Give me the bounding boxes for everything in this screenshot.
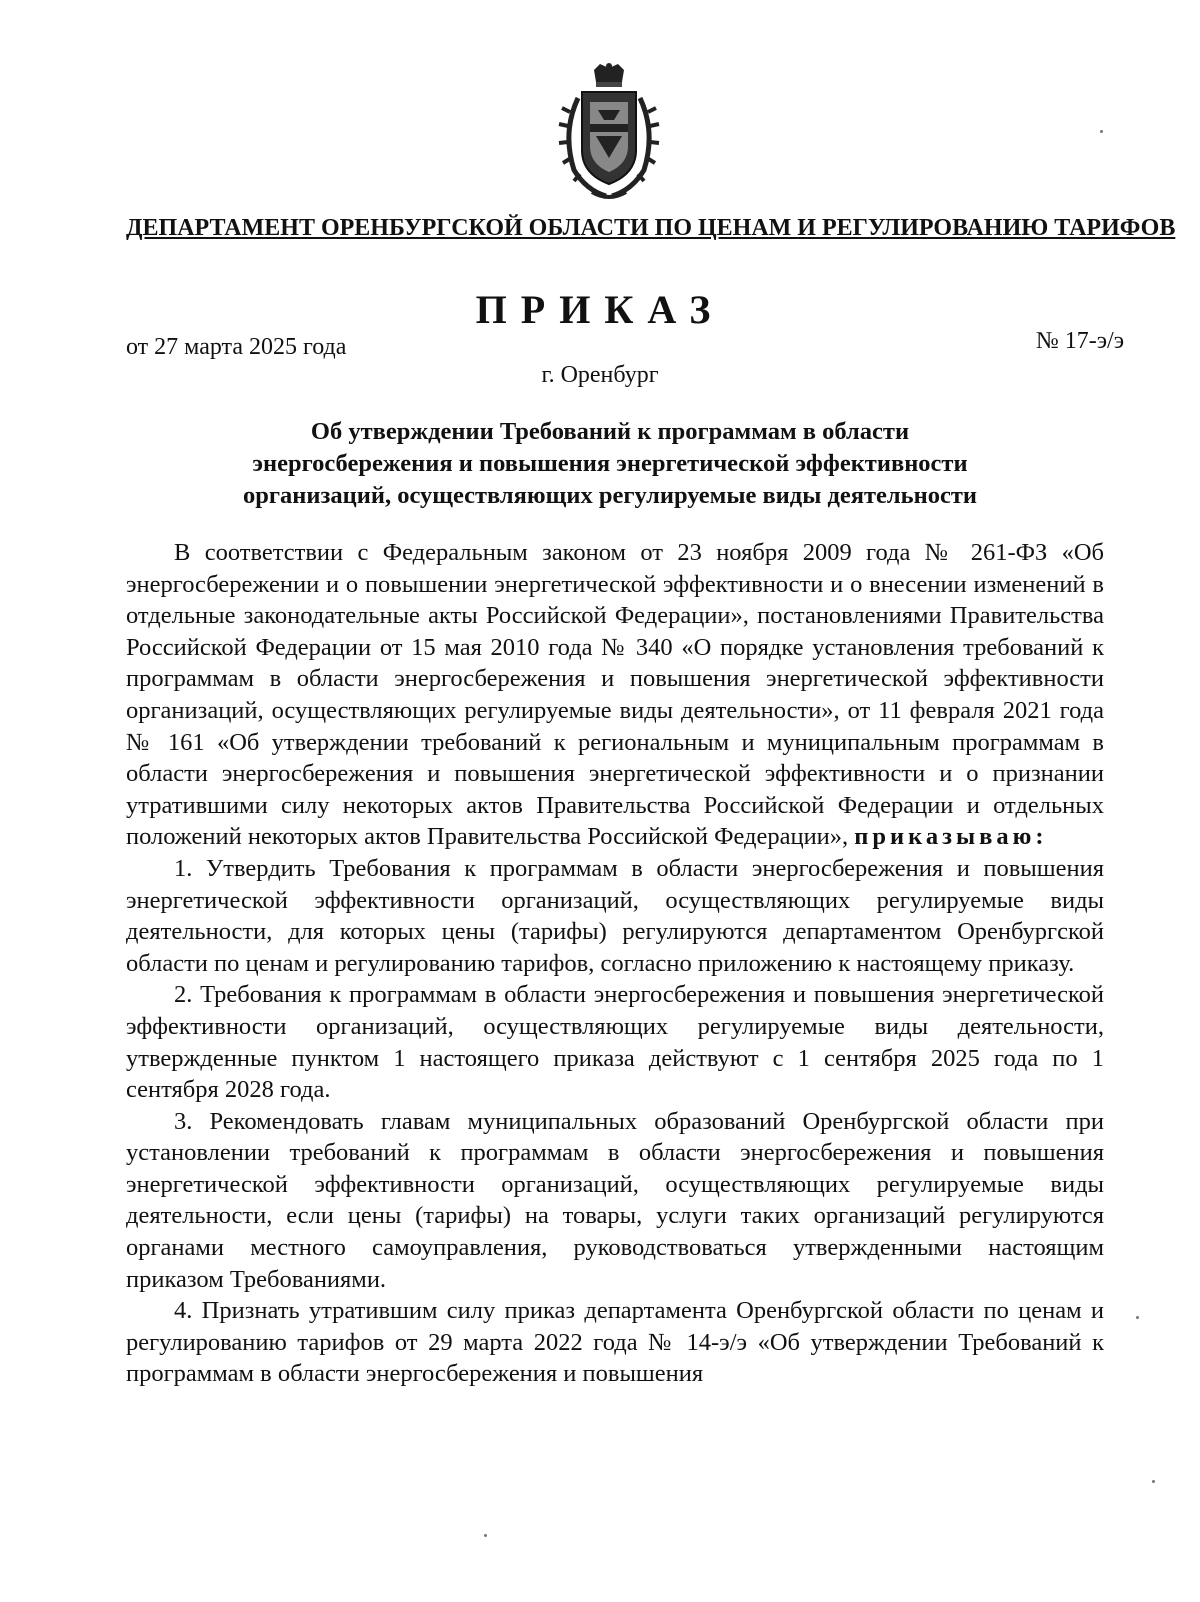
scan-artifact [1152, 1480, 1155, 1483]
department-name: ДЕПАРТАМЕНТ ОРЕНБУРГСКОЙ ОБЛАСТИ ПО ЦЕНАМ И РЕГУЛИРОВАНИЮ ТАРИФОВ [126, 215, 1176, 241]
order-subject [150, 416, 1070, 512]
subject-line: организаций, осуществляющих регулируемые виды деятельности [243, 482, 977, 509]
scan-artifact [1100, 130, 1103, 133]
order-number: № 17-э/э [1035, 328, 1124, 354]
preamble-paragraph [126, 537, 1104, 853]
order-item-2: 2. Требования к программам в области энергосбережения и повышения энергетической эффективности организаций, осуществляющих регулируемые виды деятельности, утвержденные пунктом 1 настоящего приказа действуют с 1 сентября 2025 года по 1 сентября 2028 года. [126, 981, 1104, 1104]
order-item-3: 3. Рекомендовать главам муниципальных образований Оренбургской области при установлении требований к программам в области энергосбережения и повышения энергетической эффективности организаций, осуществляющих регулируемые виды деятельности, если цены (тарифы) на товары, услуги таких организаций регулируются органами местного самоуправления, руководствоваться утвержденными настоящим приказом Требованиями. [126, 1107, 1104, 1293]
order-date: от 27 марта 2025 года [126, 334, 347, 360]
scan-artifact [484, 1534, 487, 1537]
order-item-4: 4. Признать утратившим силу приказ департамента Оренбургской области по ценам и регулированию тарифов от 29 марта 2022 года № 14-э/э «Об утверждении Требований к программам в области энергосбережения и повышения [126, 1297, 1104, 1388]
subject-line: энергосбережения и повышения энергетической эффективности [252, 450, 968, 477]
directive-word: приказываю: [854, 823, 1048, 851]
subject-line: Об утверждении Требований к программам в области [310, 418, 910, 445]
scan-artifact [1136, 1316, 1139, 1319]
preamble-text: В соответствии с Федеральным законом от 23 ноября 2009 года № 261-ФЗ «Об энергосбережении и о повышении энергетической эффективности и о внесении изменений в отдельные законодательные акты Российской Федерации», постановлениями Правительства Российской Федерации от 15 мая 2010 года № 340 «О порядке установления требований к программам в области энергосбережения и повышения энергетической эффективности организаций, осуществляющих регулируемые виды деятельности», от 11 февраля 2021 года № 161 «Об утверждении требований к региональным и муниципальным программам в области энергосбережения и повышения энергетической эффективности и о признании утратившими силу некоторых актов Правительства Российской Федерации и отдельных положений некоторых актов Правительства Российской Федерации», [126, 539, 1104, 851]
order-city: г. Оренбург [541, 362, 659, 388]
coat-of-arms-orenburg-icon [556, 62, 662, 204]
order-title: ПРИКАЗ [475, 287, 725, 332]
order-item-1: 1. Утвердить Требования к программам в области энергосбережения и повышения энергетической эффективности организаций, осуществляющих регулируемые виды деятельности, для которых цены (тарифы) регулируются департаментом Оренбургской области по ценам и регулированию тарифов, согласно приложению к настоящему приказу. [126, 854, 1104, 977]
order-body [126, 537, 1104, 1390]
